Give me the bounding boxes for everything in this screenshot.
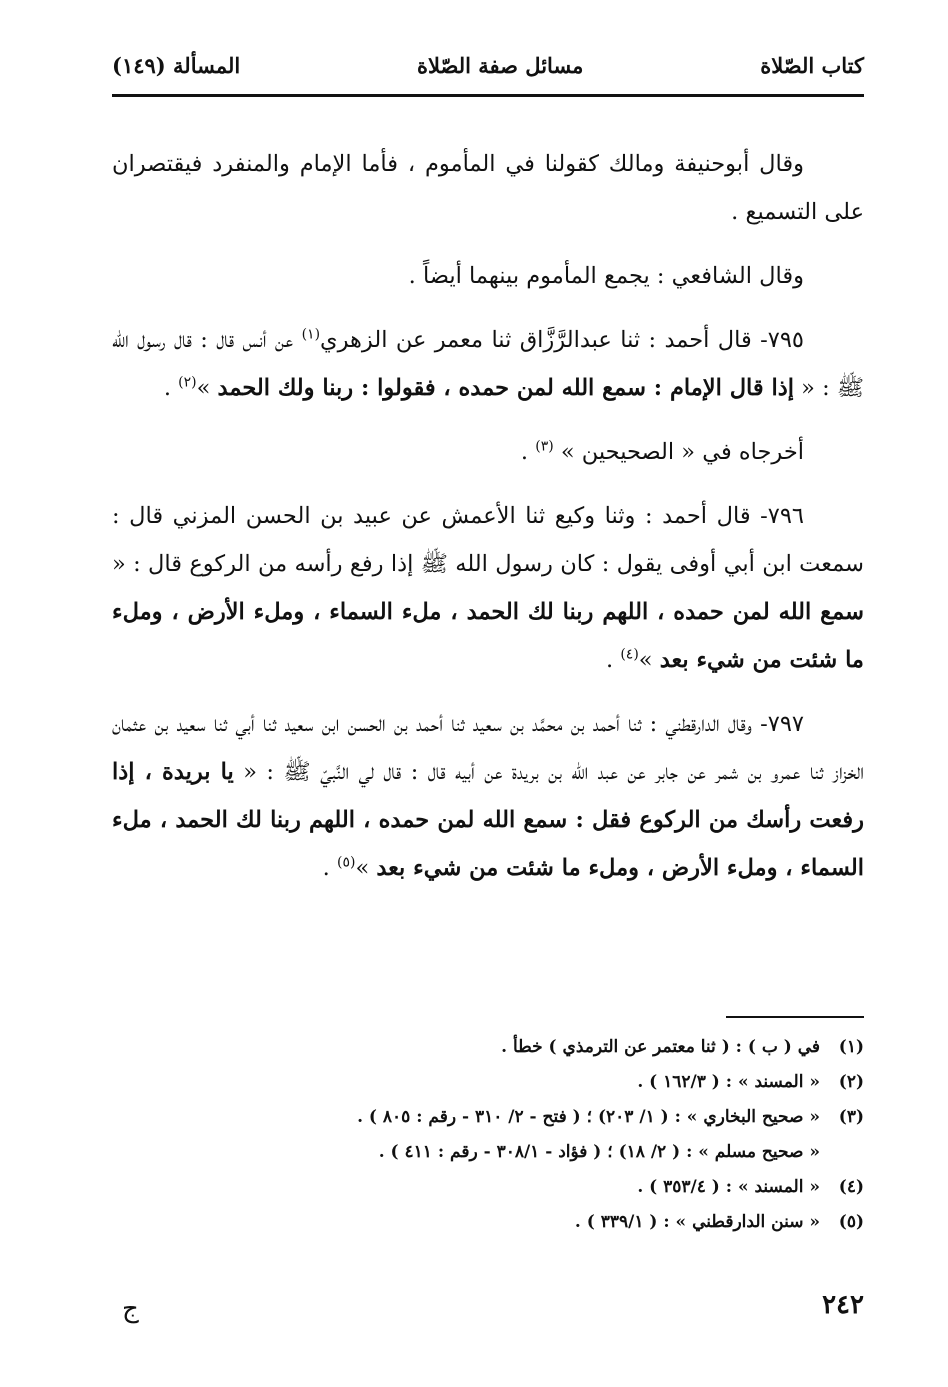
hadith-795-quote: إذا قال الإمام : سمع الله لمن حمده ، فقولوا : ربنا ولك الحمد [217,375,795,401]
footnote-3: (٣)« صحيح البخاري » : ( ١/ ٢٠٣) ؛ ( فتح - ٢/ ٣١٠ - رقم : ٨٠٥ ) . [357,1107,864,1127]
header-issue-number: المسألة (١٤٩) [112,52,241,78]
running-header [112,48,864,82]
header-rule [112,94,864,97]
footnote-ref-1: (١) [301,326,321,343]
footnote-2: (٢)« المسند » : ( ١٦٢/٣ ) . [637,1072,864,1092]
footnote-4: (٤)« المسند » : ( ٣٥٣/٤ ) . [637,1177,864,1197]
hadith-797: ٧٩٧- وقال الدارقطني : ثنا أحمد بن محمَّد بن سعيد ثنا أحمد بن الحسن ابن سعيد ثنا أبي ثنا سعيد بن عثمان الخزاز ثنا عمرو بن شمر عن جابر عن عبد الله بن بريدة عن أبيه قال : قال لي النَّبيّ ﷺ : « يا بريدة ، إذا رفعت رأسك من الركوع فقل : سمع الله لمن حمده ، اللهم ربنا لك الحمد ، ملء السماء ، وملء الأرض ، وملء ما شئت من شيء بعد »$^{(٥)}$ . [112,711,864,881]
main-text [112,140,864,908]
hadith-795: ٧٩٥- قال أحمد : ثنا عبدالرَّزَّاق ثنا معمر عن الزهري$^{(١)}$ عن أنس قال : قال رسول الله ﷺ : « إذا قال الإمام : سمع الله لمن حمده ، فقولوا : ربنا ولك الحمد »$^{(٢)}$ . [112,326,864,401]
footnote-ref-5: (٥) [336,854,356,871]
page-number: ٢٤٢ [822,1290,864,1320]
signature-mark: ج [122,1294,139,1324]
header-chapter-title: مسائل صفة الصّلاة [416,52,584,78]
hadith-796: ٧٩٦- قال أحمد : وثنا وكيع ثنا الأعمش عن عبيد بن الحسن المزني قال : سمعت ابن أبي أوفى يقول : كان رسول الله ﷺ إذا رفع رأسه من الركوع قال : « سمع الله لمن حمده ، اللهم ربنا لك الحمد ، ملء السماء ، وملء الأرض ، وملء ما شئت من شيء بعد »$^{(٤)}$ . [112,503,864,673]
header-book-title: كتاب الصّلاة [760,52,864,78]
footnote-5: (٥)« سنن الدارقطني » : ( ٣٣٩/١ ) . [574,1212,864,1232]
footnote-ref-3: (٣) [535,438,554,455]
hadith-796-quote: سمع الله لمن حمده ، اللهم ربنا لك الحمد ، ملء السماء ، وملء الأرض ، وملء ما شئت من شيء بعد [112,599,864,673]
footnote-separator [726,1016,864,1018]
footnote-ref-4: (٤) [620,646,639,663]
footnote-1: (١)في ( ب ) : ( ثنا معتمر عن الترمذي ) خطأ . [501,1037,864,1057]
paragraph-shafii: وقال الشافعي : يجمع المأموم بينهما أيضاً . [408,263,804,289]
footnote-3-continued: « صحيح مسلم » : ( ٢/ ١٨) ؛ ( فؤاد - ٣٠٨/١ - رقم : ٤١١ ) . [378,1142,820,1162]
footnotes [112,1030,864,1240]
paragraph-sahihayn: أخرجاه في « الصحيحين » $^{(٣)}$ . [520,438,804,465]
paragraph-abu-hanifa: وقال أبوحنيفة ومالك كقولنا في المأموم ، فأما الإمام والمنفرد فيقتصران على التسميع . [112,151,864,225]
hadith-797-quote: يا بريدة ، إذا رفعت رأسك من الركوع فقل : سمع الله لمن حمده ، اللهم ربنا لك الحمد ، ملء السماء ، وملء الأرض ، وملء ما شئت من شيء بعد [112,759,864,881]
footnote-ref-2: (٢) [178,374,197,391]
